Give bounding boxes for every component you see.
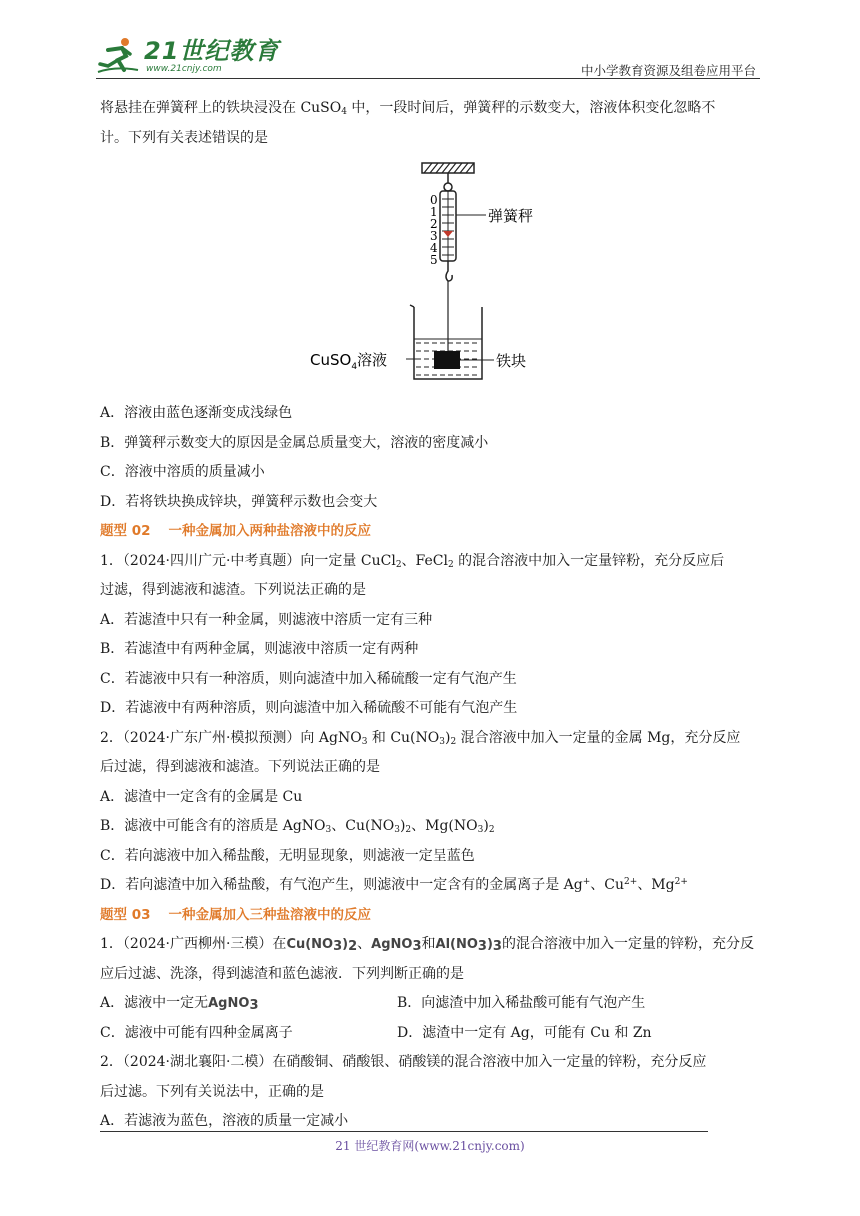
header-divider: [96, 78, 760, 79]
q0-option-c: C．溶液中溶质的质量减小: [100, 464, 265, 480]
label-spring-scale: 弹簧秤: [488, 207, 534, 225]
s2q2-option-d: D．若向滤渣中加入稀盐酸，有气泡产生，则滤液中一定含有的金属离子是 Ag+、$Cu^{2+}$、$Mg^{2+}$: [100, 877, 688, 893]
scale-number-4: 4: [430, 241, 438, 255]
q0-option-b: B．弹簧秤示数变大的原因是金属总质量变大，溶液的密度减小: [100, 434, 489, 451]
footer-divider: [100, 1131, 708, 1132]
scale-number-0: 0: [430, 193, 438, 207]
runner-logo-icon: [96, 36, 140, 74]
scale-number-5: 5: [430, 253, 438, 267]
s2q1-option-c: C．若滤液中只有一种溶质，则向滤渣中加入稀硫酸一定有气泡产生: [100, 670, 517, 687]
s3q1-line-1: 1．（2024·广西柳州·三模）在$Cu(NO_3)_2$、AgNO$_3$和$Al(NO_3)_3$的混合溶液中加入一定量的锌粉，充分反: [100, 936, 754, 954]
s3q1-options-row-2: [100, 1019, 760, 1049]
scale-number-2: 2: [430, 217, 438, 231]
intro-line-1: 将悬挂在弹簧秤上的铁块浸没在 CuSO$_4$ 中，一段时间后，弹簧秤的示数变大，溶液体积变化忽略不: [100, 100, 716, 117]
s2q2-option-a: A．滤渣中一定含有的金属是 Cu: [100, 788, 303, 805]
s3q1-option-b: B．向滤渣中加入稀盐酸可能有气泡产生: [397, 995, 646, 1011]
s3q2-option-a: A．若滤液为蓝色，溶液的质量一定减小: [100, 1113, 349, 1129]
scale-number-1: 1: [430, 205, 438, 219]
s2q2-line-2: 后过滤，得到滤液和滤渣。下列说法正确的是: [100, 759, 380, 775]
page-header: [96, 30, 760, 80]
s3q2-line-1: 2．（2024·湖北襄阳·二模）在硝酸铜、硝酸银、硝酸镁的混合溶液中加入一定量的锌粉，充分反应: [100, 1054, 707, 1070]
s3q1-options-row-1: [100, 989, 760, 1019]
logo-title: 21世纪教育: [144, 37, 280, 65]
label-iron-block: 铁块: [496, 352, 527, 370]
s2q1-option-d: D．若滤液中有两种溶质，则向滤渣中加入稀硫酸不可能有气泡产生: [100, 700, 518, 716]
s3q2-line-2: 后过滤。下列有关说法中，正确的是: [100, 1083, 324, 1100]
spring-scale-diagram: [310, 157, 550, 393]
intro-line-2: 计。下列有关表述错误的是: [100, 129, 268, 146]
s2q1-option-a: A．若滤渣中只有一种金属，则滤液中溶质一定有三种: [100, 611, 433, 628]
label-solution: CuSO$_4$溶液: [310, 351, 388, 372]
s2q2-option-b: B．滤液中可能含有的溶质是 AgNO$_3$、$Cu(NO_3)_2$、$Mg(NO_3)_2$: [100, 818, 495, 835]
s2q2-option-c: C．若向滤液中加入稀盐酸，无明显现象，则滤液一定呈蓝色: [100, 847, 475, 864]
s2q1-option-b: B．若滤渣中有两种金属，则滤液中溶质一定有两种: [100, 641, 419, 657]
logo[interactable]: [96, 36, 279, 74]
scale-number-3: 3: [430, 229, 438, 243]
section-3-heading: 题型 03 一种金属加入三种盐溶液中的反应: [100, 906, 371, 923]
s3q1-option-c: C．滤液中可能有四种金属离子: [100, 1024, 293, 1041]
q0-option-a: A．溶液由蓝色逐渐变成浅绿色: [100, 405, 293, 421]
s3q1-option-d: D．滤渣中一定有 Ag，可能有 Cu 和 Zn: [397, 1024, 652, 1041]
s3q1-line-2: 应后过滤、洗涤，得到滤渣和蓝色滤液．下列判断正确的是: [100, 965, 464, 982]
q0-option-d: D．若将铁块换成锌块，弹簧秤示数也会变大: [100, 493, 378, 510]
spring-scale-figure: [100, 157, 760, 393]
s2q2-line-1: 2．（2024·广东广州·模拟预测）向 AgNO$_3$ 和 $Cu(NO_3)_2$ 混合溶液中加入一定量的金属 Mg，充分反应: [100, 729, 741, 747]
s2q1-line-2: 过滤，得到滤液和滤渣。下列说法正确的是: [100, 582, 366, 598]
footer-link[interactable]: 21 世纪教育网(www.21cnjy.com): [335, 1139, 525, 1153]
section-2-heading: 题型 02 一种金属加入两种盐溶液中的反应: [100, 523, 371, 539]
logo-url: www.21cnjy.com: [146, 64, 222, 74]
platform-title: 中小学教育资源及组卷应用平台: [580, 63, 756, 78]
s2q1-line-1: 1．（2024·四川广元·中考真题）向一定量 CuCl$_2$、FeCl$_2$ 的混合溶液中加入一定量锌粉，充分反应后: [100, 552, 725, 570]
document-body: [100, 94, 760, 1137]
s3q1-option-a: A．滤液中一定无AgNO$_3$: [100, 995, 259, 1013]
